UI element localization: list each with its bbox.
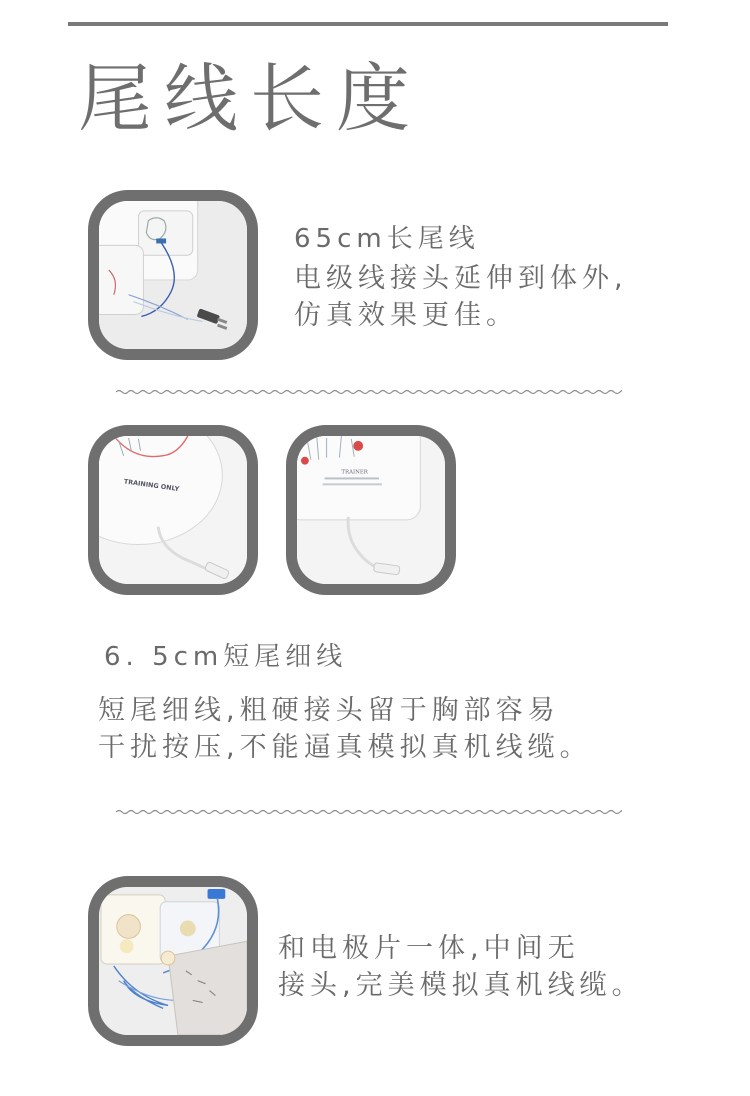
short-cable-line-2: 干扰按压,不能逼真模拟真机线缆。 <box>98 732 592 763</box>
integrated-cable-line-1: 和电极片一体,中间无 <box>278 933 580 964</box>
short-cable-heading: 6. 5cm短尾细线 <box>104 642 348 672</box>
integrated-cable-image <box>88 876 258 1046</box>
training-only-label: TRAINING ONLY <box>123 477 180 494</box>
short-cable-image-2 <box>286 425 456 595</box>
integrated-cable-line-2: 接头,完美模拟真机线缆。 <box>278 970 644 1001</box>
page-title: 尾线长度 <box>78 56 422 142</box>
trainer-label: TRAINER <box>341 469 368 476</box>
section-divider-2 <box>116 809 622 815</box>
long-cable-electrode-image <box>88 190 258 360</box>
long-cable-heading: 65cm长尾线 <box>294 224 480 254</box>
short-cable-image-1 <box>88 425 258 595</box>
top-divider <box>68 22 668 26</box>
section-divider-1 <box>116 389 622 395</box>
long-cable-line-1: 电级线接头延伸到体外, <box>294 263 628 294</box>
short-cable-line-1: 短尾细线,粗硬接头留于胸部容易 <box>98 695 560 726</box>
long-cable-line-2: 仿真效果更佳。 <box>294 300 518 331</box>
